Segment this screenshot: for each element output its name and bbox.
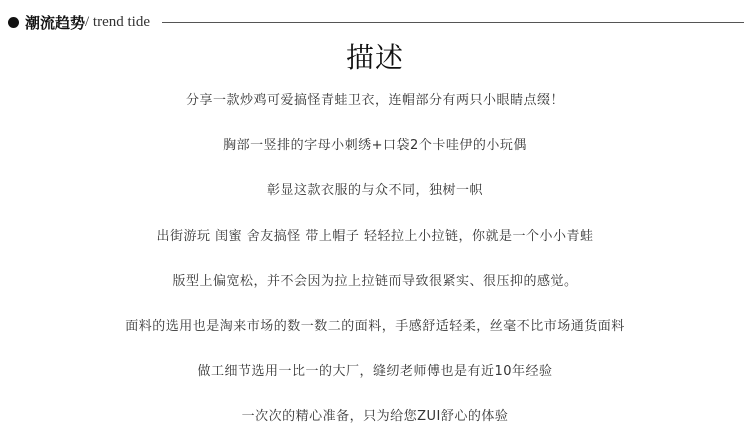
header-en-title: / trend tide [85, 13, 150, 30]
description-body [0, 84, 750, 446]
description-line: 彰显这款衣服的与众不同，独树一帜 [266, 183, 483, 199]
description-line: 分享一款炒鸡可爱搞怪青蛙卫衣，连帽部分有两只小眼睛点缀！ [185, 93, 564, 108]
description-title: 描述 [345, 41, 404, 74]
description-line: 出街游玩 闺蜜 舍友搞怪 带上帽子 轻轻拉上小拉链，你就是一个小小青蛙 [156, 228, 594, 244]
description-line: 面料的选用也是淘来市场的数一数二的面料，手感舒适轻柔，丝毫不比市场通货面料 [125, 318, 625, 334]
description-line: 一次次的精心准备，只为给您ZUI舒心的体验 [241, 409, 509, 425]
header-divider [162, 22, 744, 23]
description-line: 做工细节选用一比一的大厂，缝纫老师傅也是有近10年经验 [197, 364, 553, 380]
section-header [8, 10, 744, 34]
bullet-dot-icon [8, 17, 19, 28]
header-cn-title: 潮流趋势 [25, 13, 86, 32]
description-line: 胸部一竖排的字母小刺绣+口袋2个卡哇伊的小玩偶 [223, 138, 527, 154]
description-line: 版型上偏宽松，并不会因为拉上拉链而导致很紧实、很压抑的感觉。 [172, 273, 578, 289]
